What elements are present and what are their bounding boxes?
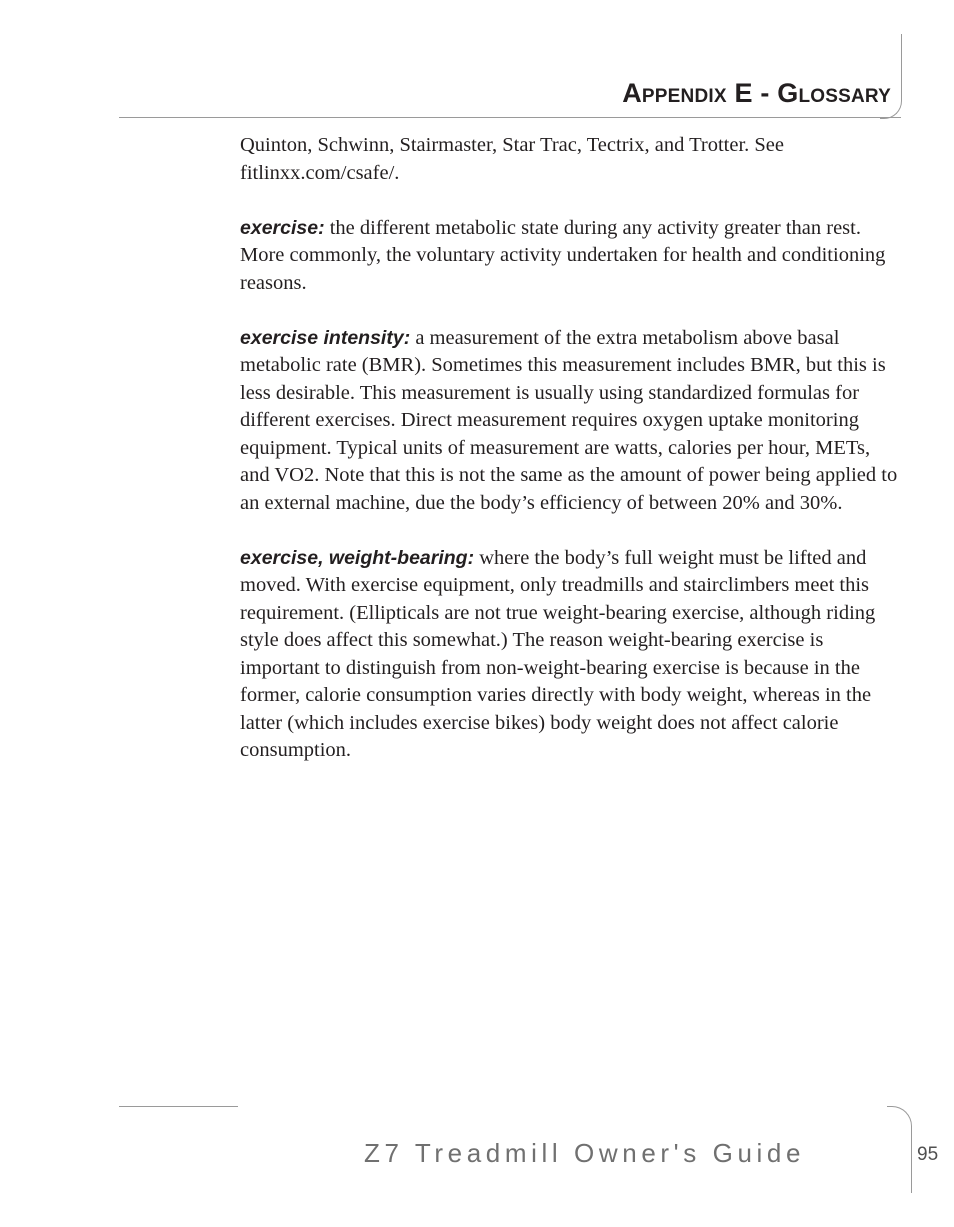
header-rule	[119, 117, 901, 118]
page-number: 95	[917, 1144, 939, 1165]
footer-title: Z7 Treadmill Owner's Guide	[364, 1138, 806, 1168]
glossary-definition: a measurement of the extra metabolism above basal metabolic rate (BMR). Sometimes this measurement includes BMR, but this is less desirable. This measurement is usually using standardized formulas for different exercises. Direct measurement requires oxygen uptake monitoring equipment. Typical units of measurement are watts, calories per hour, METs, and VO2. Note that this is not the same as the amount of power being applied to an external machine, due the body’s efficiency of between 20% and 30%.	[240, 326, 898, 514]
page-title: Appendix E - Glossary	[622, 78, 891, 108]
glossary-content	[240, 132, 900, 792]
glossary-entry	[240, 215, 900, 298]
glossary-term: exercise intensity:	[240, 326, 411, 349]
glossary-term: exercise:	[240, 216, 325, 239]
glossary-definition: where the body’s full weight must be lifted and moved. With exercise equipment, only treadmills and stairclimbers meet this requirement. (Ellipticals are not true weight-bearing exercise, although riding style does affect this somewhat.) The reason weight-bearing exercise is important to distinguish from non-weight-bearing exercise is because in the former, calorie consumption varies directly with body weight, whereas in the latter (which includes exercise bikes) body weight does not affect calorie consumption.	[240, 546, 876, 761]
glossary-continuation: Quinton, Schwinn, Stairmaster, Star Trac, Tectrix, and Trotter. See fitlinxx.com/csafe/.	[240, 134, 784, 184]
footer-rule	[119, 1106, 238, 1107]
glossary-entry	[240, 325, 900, 518]
glossary-term: exercise, weight-bearing:	[240, 546, 475, 569]
glossary-definition: the different metabolic state during any activity greater than rest. More commonly, the voluntary activity undertaken for health and conditioning reasons.	[240, 216, 886, 294]
glossary-entry	[240, 545, 900, 765]
footer-corner	[887, 1106, 912, 1193]
